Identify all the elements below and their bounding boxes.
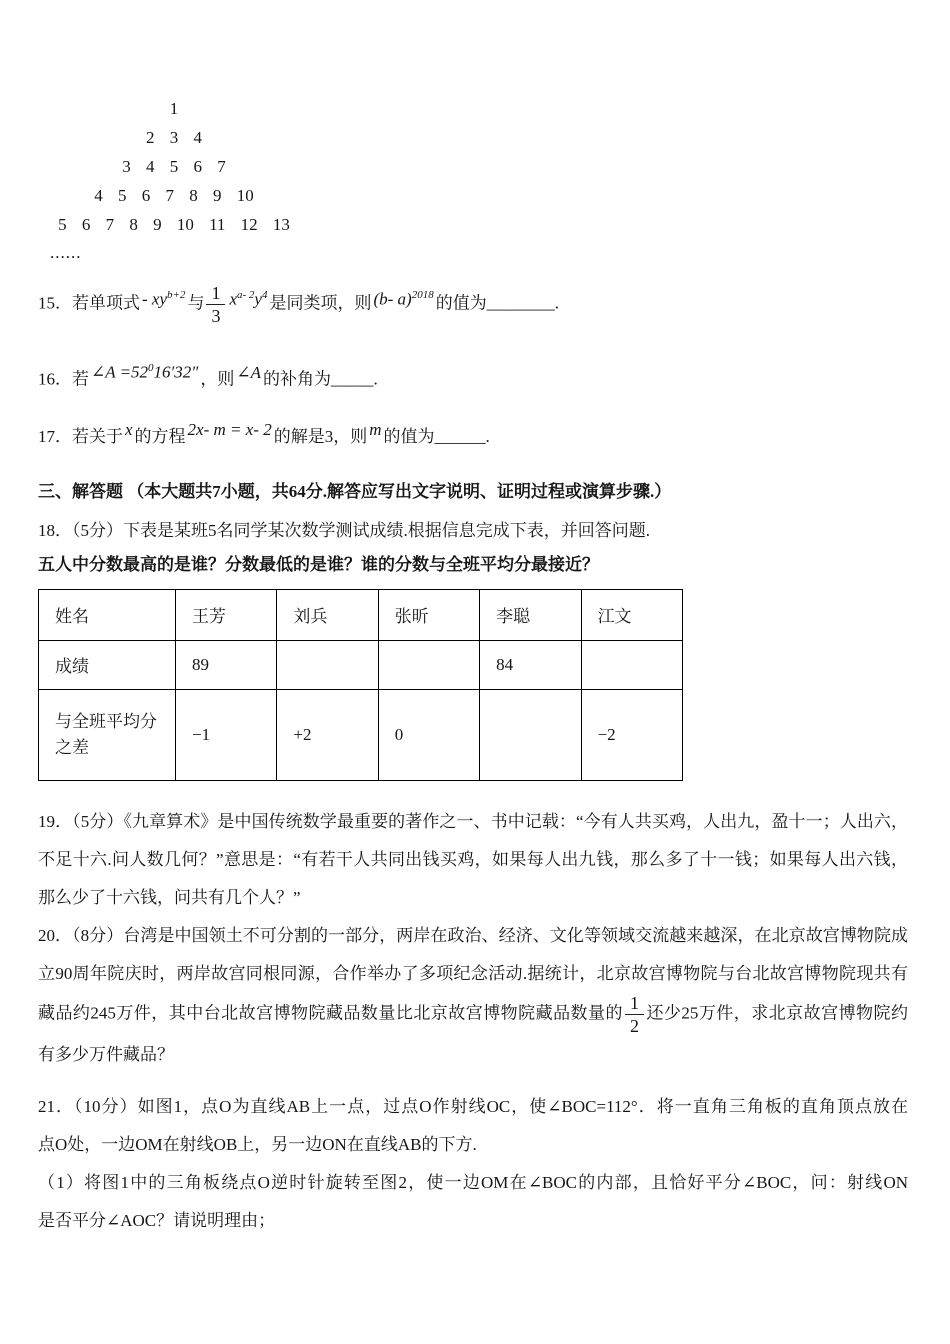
q15-m3-base: y xyxy=(254,289,262,309)
q15-prefix: 15．若单项式 xyxy=(38,293,140,313)
question-20-line-2: 立90周年院庆时，两岸故宫同根同源，合作举办了多项纪念活动.据统计，北京故宫博物院与台北故宫博物院现共有 xyxy=(38,963,908,983)
fraction-numerator: 1 xyxy=(206,283,225,305)
table-cell-diff-label: 与全班平均分之差 xyxy=(39,689,176,780)
q17-equation xyxy=(186,415,274,445)
table-cell-diff: −1 xyxy=(176,689,277,780)
q17-mid1: 的方程 xyxy=(134,426,186,446)
q15-m1-base: - xy xyxy=(142,289,168,309)
table-cell-student: 张昕 xyxy=(378,589,479,640)
pattern-ellipsis: ...... xyxy=(50,243,82,262)
q17-x-symbol: x xyxy=(125,419,133,439)
section-3-title: 三、解答题 xyxy=(38,481,123,501)
question-21-line-4: 是否平分∠AOC？请说明理由； xyxy=(38,1210,276,1230)
q17-mid2: 的解是3，则 xyxy=(273,426,368,446)
question-16 xyxy=(38,360,908,395)
q15-mid: 是同类项，则 xyxy=(269,293,372,313)
q15-conj: 与 xyxy=(187,293,205,313)
q17-prefix: 17．若关于 xyxy=(38,426,123,446)
pattern-row-1: 1 xyxy=(169,99,179,118)
score-table xyxy=(38,589,683,781)
fraction-denominator: 2 xyxy=(629,1015,639,1036)
table-row-score xyxy=(39,640,683,689)
fraction-numerator: 1 xyxy=(625,993,644,1015)
table-cell-student: 江文 xyxy=(581,589,682,640)
q17-variable-m xyxy=(367,415,383,445)
table-cell-student: 李聪 xyxy=(480,589,581,640)
table-cell-diff: 0 xyxy=(378,689,479,780)
q15-m2-exponent: a- 2 xyxy=(237,288,255,301)
q20-line3-after: 还少25万件，求北京故宫博物院约 xyxy=(645,1003,908,1023)
table-cell-diff: +2 xyxy=(277,689,378,780)
q17-suffix: 的值为______. xyxy=(383,426,490,446)
q16-minutes-seconds: 16′32″ xyxy=(153,362,199,382)
q16-angle-a xyxy=(234,358,263,388)
q15-power xyxy=(371,280,435,315)
question-19-line-2: 不足十六.问人数几何？”意思是：“有若干人共同出钱买鸡，如果每人出九钱，那么多了十一钱；如果每人出六钱， xyxy=(38,849,908,869)
section-3-description: （本大题共7小题，共64分.解答应写出文字说明、证明过程或演算步骤.） xyxy=(127,481,672,501)
question-20-line-3 xyxy=(38,993,908,1036)
q15-m4-exponent: 2018 xyxy=(411,288,434,301)
q15-monomial-1 xyxy=(140,280,187,315)
question-18-prompt: 五人中分数最高的是谁？分数最低的是谁？谁的分数与全班平均分最接近？ xyxy=(38,554,599,574)
pattern-row-4: 4 5 6 7 8 9 10 xyxy=(94,186,254,205)
question-21-line-3: （1）将图1中的三角板绕点O逆时针旋转至图2，使一边OM在∠BOC的内部，且恰好平分∠BOC，问：射线ON xyxy=(38,1172,908,1192)
table-row-difference xyxy=(39,689,683,780)
fraction-one-third xyxy=(204,283,227,326)
question-19-line-3: 那么少了十六钱，问共有几个人？” xyxy=(38,887,301,907)
table-cell-score: 89 xyxy=(176,640,277,689)
question-17 xyxy=(38,419,908,452)
table-cell-diff xyxy=(480,689,581,780)
q15-suffix: 的值为________. xyxy=(435,293,559,313)
fraction-denominator: 3 xyxy=(211,306,221,326)
question-18-intro: 18．（5分）下表是某班5名同学某次数学测试成绩.根据信息完成下表，并回答问题. xyxy=(38,520,650,540)
q17-equation-body: 2x- m = x- 2 xyxy=(187,419,272,439)
question-15 xyxy=(38,283,908,326)
table-cell-student: 刘兵 xyxy=(277,589,378,640)
q15-m4-base: (b- a) xyxy=(373,289,412,309)
fraction-one-half xyxy=(623,993,646,1036)
q15-m3-exponent: 4 xyxy=(261,288,268,301)
q16-angle-value xyxy=(89,353,200,388)
q16-angle-base: ∠A =52 xyxy=(91,362,149,382)
q16-mid: ，则 xyxy=(200,369,235,389)
table-cell-score: 84 xyxy=(480,640,581,689)
q16-angle-a-symbol: ∠A xyxy=(236,362,261,382)
question-19-line-1: 19．（5分）《九章算术》是中国传统数学最重要的著作之一、书中记载：“今有人共买鸡，人出九，盈十一；人出六， xyxy=(38,811,908,831)
q15-m1-exponent: b+2 xyxy=(167,288,186,301)
table-header-row xyxy=(39,589,683,640)
q16-degree-sup: 0 xyxy=(148,362,154,374)
table-cell-score xyxy=(581,640,682,689)
pattern-row-2: 2 3 4 xyxy=(146,128,202,147)
table-cell-student: 王芳 xyxy=(176,589,277,640)
q17-m-symbol: m xyxy=(369,419,382,439)
question-20-line-4: 有多少万件藏品？ xyxy=(38,1044,174,1064)
q16-suffix: 的补角为_____. xyxy=(263,369,378,389)
table-cell-score-label: 成绩 xyxy=(39,640,176,689)
number-pattern xyxy=(38,94,310,263)
q15-monomial-2 xyxy=(227,280,269,315)
section-3-header xyxy=(38,477,908,507)
table-cell-score xyxy=(277,640,378,689)
table-cell-diff: −2 xyxy=(581,689,682,780)
question-21-line-1: 21．（10分）如图1，点O为直线AB上一点，过点O作射线OC，使∠BOC=112°．将一直角三角板的直角顶点放在 xyxy=(38,1096,908,1116)
q15-m2-base: x xyxy=(229,289,237,309)
pattern-row-5: 5 6 7 8 9 10 11 12 13 xyxy=(58,215,290,234)
question-21-line-2: 点O处，一边OM在射线OB上，另一边ON在直线AB的下方. xyxy=(38,1134,477,1154)
q16-prefix: 16．若 xyxy=(38,369,89,389)
table-cell-name-label: 姓名 xyxy=(39,589,176,640)
pattern-row-3: 3 4 5 6 7 xyxy=(122,157,226,176)
table-cell-score xyxy=(378,640,479,689)
question-20-line-1: 20．（8分）台湾是中国领土不可分割的一部分，两岸在政治、经济、文化等领域交流越来越深，在北京故宫博物院成 xyxy=(38,925,908,945)
q20-line3-before: 藏品约245万件，其中台北故宫博物院藏品数量比北京故宫博物院藏品数量的 xyxy=(38,1003,623,1023)
q17-variable-x xyxy=(123,415,135,445)
